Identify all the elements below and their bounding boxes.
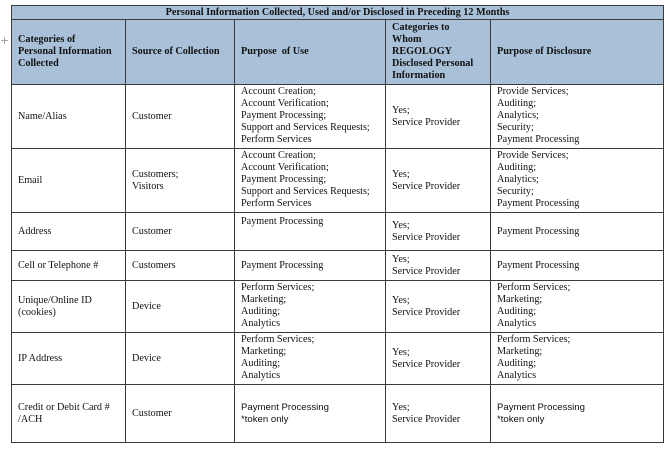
cell-purpose-of-use: Payment Processing *token only <box>235 385 386 443</box>
cell-purpose-of-use: Account Creation; Account Verification; Payment Processing; Support and Services Requests; Perform Services <box>235 85 386 149</box>
cell-category: Email <box>12 149 126 213</box>
cell-purpose-of-disclosure: Payment Processing <box>491 251 664 281</box>
cell-purpose-of-disclosure: Payment Processing *token only <box>491 385 664 443</box>
personal-information-table <box>11 5 664 443</box>
cell-source: Device <box>126 281 235 333</box>
table-row <box>12 281 664 333</box>
table-row <box>12 85 664 149</box>
cell-source: Device <box>126 333 235 385</box>
cell-category: Cell or Telephone # <box>12 251 126 281</box>
cell-source: Customers; Visitors <box>126 149 235 213</box>
cell-disclosed-to: Yes; Service Provider <box>386 149 491 213</box>
cell-purpose-of-disclosure: Payment Processing <box>491 213 664 251</box>
cell-purpose-of-disclosure: Provide Services; Auditing; Analytics; Security; Payment Processing <box>491 149 664 213</box>
table-row <box>12 149 664 213</box>
cell-purpose-of-disclosure: Perform Services; Marketing; Auditing; Analytics <box>491 281 664 333</box>
cell-category: Credit or Debit Card # /ACH <box>12 385 126 443</box>
cell-purpose-of-use: Perform Services; Marketing; Auditing; Analytics <box>235 333 386 385</box>
cell-source: Customer <box>126 213 235 251</box>
cell-disclosed-to: Yes; Service Provider <box>386 385 491 443</box>
cell-disclosed-to: Yes; Service Provider <box>386 281 491 333</box>
cell-category: IP Address <box>12 333 126 385</box>
cell-source: Customers <box>126 251 235 281</box>
cell-purpose-of-use: Perform Services; Marketing; Auditing; Analytics <box>235 281 386 333</box>
header-disclosed-to: Categories to Whom REGOLOGY Disclosed Personal Information <box>386 20 491 85</box>
table-title: Personal Information Collected, Used and/or Disclosed in Preceding 12 Months <box>12 6 664 20</box>
table-move-handle-icon[interactable]: + <box>0 34 10 47</box>
table-row <box>12 385 664 443</box>
table-row <box>12 213 664 251</box>
cell-category: Unique/Online ID (cookies) <box>12 281 126 333</box>
table-row <box>12 251 664 281</box>
cell-purpose-of-use: Payment Processing <box>235 251 386 281</box>
header-source: Source of Collection <box>126 20 235 85</box>
header-purpose-of-use: Purpose of Use <box>235 20 386 85</box>
cell-disclosed-to: Yes; Service Provider <box>386 333 491 385</box>
cell-purpose-of-disclosure: Perform Services; Marketing; Auditing; Analytics <box>491 333 664 385</box>
cell-category: Name/Alias <box>12 85 126 149</box>
header-categories: Categories of Personal Information Collected <box>12 20 126 85</box>
cell-disclosed-to: Yes; Service Provider <box>386 85 491 149</box>
cell-purpose-of-use: Payment Processing <box>235 213 386 251</box>
cell-disclosed-to: Yes; Service Provider <box>386 251 491 281</box>
cell-disclosed-to: Yes; Service Provider <box>386 213 491 251</box>
table-row <box>12 333 664 385</box>
header-purpose-of-disclosure: Purpose of Disclosure <box>491 20 664 85</box>
cell-purpose-of-use: Account Creation; Account Verification; Payment Processing; Support and Services Requests; Perform Services <box>235 149 386 213</box>
cell-purpose-of-disclosure: Provide Services; Auditing; Analytics; Security; Payment Processing <box>491 85 664 149</box>
cell-source: Customer <box>126 85 235 149</box>
cell-category: Address <box>12 213 126 251</box>
cell-source: Customer <box>126 385 235 443</box>
